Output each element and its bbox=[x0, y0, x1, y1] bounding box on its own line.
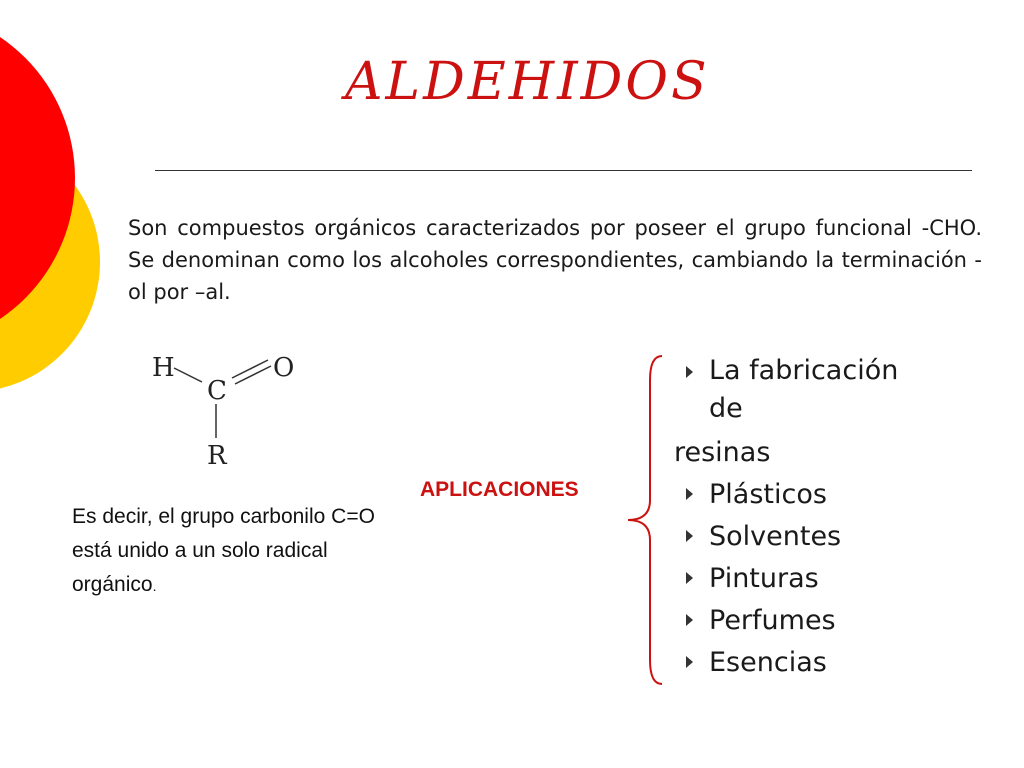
item-text-line2: de bbox=[709, 393, 743, 424]
list-item bbox=[674, 558, 964, 600]
list-item bbox=[674, 516, 964, 558]
title-divider bbox=[155, 170, 972, 171]
brace-path bbox=[628, 356, 662, 684]
atom-o: O bbox=[273, 353, 295, 383]
aldehyde-structure-diagram bbox=[140, 342, 320, 472]
applications-list bbox=[674, 352, 964, 684]
item-text: Perfumes bbox=[709, 605, 836, 636]
slide-title: ALDEHIDOS bbox=[345, 52, 710, 112]
item-text-line1: La fabricación bbox=[709, 355, 899, 386]
triangle-bullet-icon bbox=[686, 488, 693, 500]
atom-c: C bbox=[207, 376, 227, 406]
decorative-circles bbox=[0, 0, 140, 420]
caption-text: Es decir, el grupo carbonilo C=O está unido a un solo radical orgánico bbox=[72, 505, 375, 596]
bond-h-c bbox=[174, 368, 202, 382]
bond-c-o-1 bbox=[232, 360, 268, 378]
applications-label: APLICACIONES bbox=[420, 478, 579, 501]
list-item bbox=[674, 642, 964, 684]
caption-period: . bbox=[152, 578, 157, 594]
list-continuation-text: resinas bbox=[674, 437, 771, 468]
bond-c-o-2 bbox=[235, 366, 271, 384]
item-text: Solventes bbox=[709, 521, 842, 552]
list-item bbox=[674, 600, 964, 642]
item-text: Plásticos bbox=[709, 479, 827, 510]
list-item bbox=[674, 474, 964, 516]
triangle-bullet-icon bbox=[686, 530, 693, 542]
carbonyl-caption bbox=[72, 500, 402, 603]
item-text: Pinturas bbox=[709, 563, 819, 594]
triangle-bullet-icon bbox=[686, 366, 693, 378]
curly-brace bbox=[624, 352, 670, 688]
atom-r: R bbox=[207, 441, 227, 471]
intro-paragraph: Son compuestos orgánicos caracterizados por poseer el grupo funcional -CHO. Se denominan como los alcoholes correspondientes, cambiando la terminación -ol por –al. bbox=[128, 216, 982, 304]
item-text: Esencias bbox=[709, 647, 827, 678]
triangle-bullet-icon bbox=[686, 614, 693, 626]
triangle-bullet-icon bbox=[686, 656, 693, 668]
atom-h: H bbox=[152, 353, 175, 383]
list-item-fabricacion bbox=[674, 352, 964, 432]
triangle-bullet-icon bbox=[686, 572, 693, 584]
